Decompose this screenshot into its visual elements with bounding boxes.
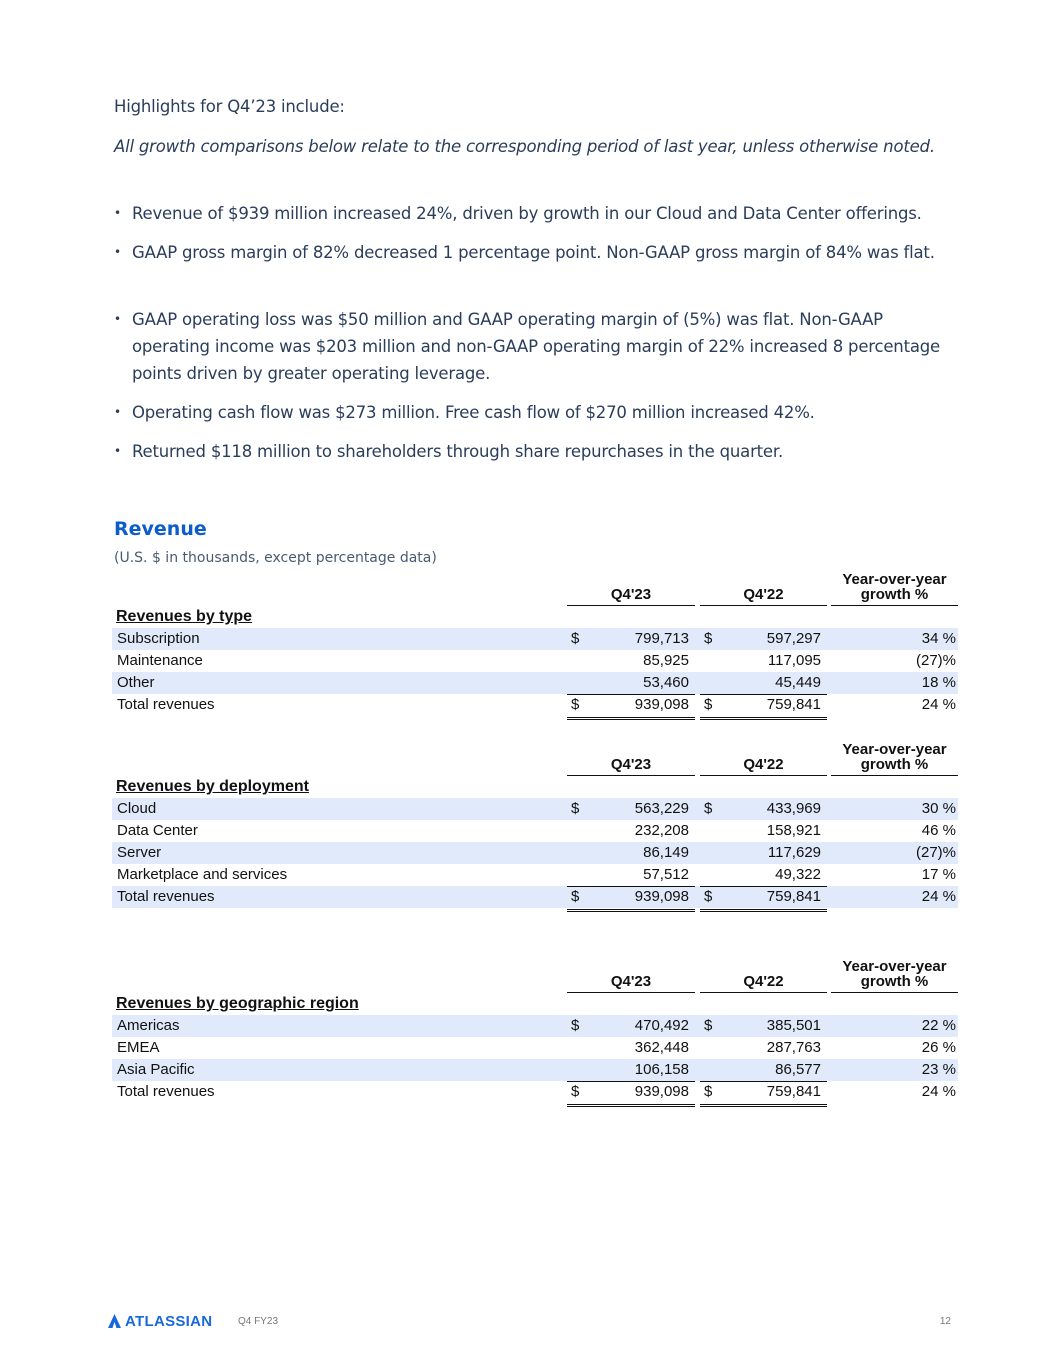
value-q4-23: 57,512 [643, 866, 689, 883]
column-header-yoy-growth: Year-over-year growth % [831, 572, 958, 602]
value-q4-22: 433,969 [766, 800, 821, 817]
row-label: Marketplace and services [117, 866, 288, 883]
table-row [112, 864, 958, 886]
column-header-q4-23: Q4'23 [567, 757, 695, 772]
atlassian-logo [108, 1313, 212, 1330]
row-label: Data Center [117, 822, 198, 839]
value-q4-23: 939,098 [634, 888, 689, 905]
table-row [112, 672, 958, 694]
yoy-growth: 24 % [921, 1083, 956, 1100]
currency-symbol: $ [704, 888, 713, 905]
row-label: EMEA [117, 1039, 160, 1056]
value-q4-22: 287,763 [766, 1039, 821, 1056]
currency-symbol: $ [704, 696, 713, 713]
group-heading: Revenues by type [116, 608, 253, 625]
column-header-yoy-growth: Year-over-year growth % [831, 959, 958, 989]
value-q4-22: 759,841 [766, 1083, 821, 1100]
table-row [112, 820, 958, 842]
row-label: Other [117, 674, 155, 691]
row-label: Americas [117, 1017, 180, 1034]
table-row [112, 798, 958, 820]
value-q4-23: 799,713 [634, 630, 689, 647]
row-label: Total revenues [117, 696, 215, 713]
logo-text: ATLASSIAN [125, 1313, 213, 1330]
row-label: Total revenues [117, 1083, 215, 1100]
column-header-q4-22: Q4'22 [700, 757, 827, 772]
value-q4-23: 362,448 [634, 1039, 689, 1056]
row-label: Cloud [117, 800, 157, 817]
yoy-growth: 34 % [921, 630, 956, 647]
yoy-growth: (27)% [915, 652, 956, 669]
table-row [112, 1037, 958, 1059]
table-row [112, 1059, 958, 1081]
yoy-growth: (27)% [915, 844, 956, 861]
value-q4-23: 106,158 [634, 1061, 689, 1078]
table-row [112, 1081, 958, 1103]
currency-symbol: $ [571, 800, 580, 817]
yoy-growth: 24 % [921, 696, 956, 713]
bullet-item: • Returned $118 million to shareholders through share repurchases in the quarter. [114, 438, 972, 465]
yoy-growth: 24 % [921, 888, 956, 905]
value-q4-23: 939,098 [634, 696, 689, 713]
bullet-item: • Operating cash flow was $273 million. Free cash flow of $270 million increased 42%. [114, 399, 972, 426]
value-q4-22: 49,322 [775, 866, 821, 883]
bullet-item: • GAAP operating loss was $50 million and GAAP operating margin of (5%) was flat. Non-GAAP operating income was $203 million and non-GAAP operating margin of 22% increased 8 percentage points driven by greater operating leverage. [114, 306, 942, 387]
row-label: Server [117, 844, 162, 861]
yoy-growth: 17 % [921, 866, 956, 883]
table-header [112, 566, 958, 606]
value-q4-23: 85,925 [643, 652, 689, 669]
value-q4-23: 86,149 [643, 844, 689, 861]
currency-symbol: $ [571, 1083, 580, 1100]
bullet-item: • GAAP gross margin of 82% decreased 1 percentage point. Non-GAAP gross margin of 84% was flat. [114, 239, 952, 266]
column-header-yoy-growth: Year-over-year growth % [831, 742, 958, 772]
column-header-q4-23: Q4'23 [567, 974, 695, 989]
value-q4-22: 45,449 [775, 674, 821, 691]
yoy-growth: 23 % [921, 1061, 956, 1078]
revenues-by-region-table [112, 945, 958, 1103]
currency-symbol: $ [571, 888, 580, 905]
group-heading: Revenues by deployment [116, 778, 309, 795]
group-heading: Revenues by geographic region [116, 995, 359, 1012]
bullet-item: • Revenue of $939 million increased 24%, driven by growth in our Cloud and Data Center offerings. [114, 200, 972, 227]
currency-symbol: $ [571, 1017, 580, 1034]
currency-symbol: $ [704, 1083, 713, 1100]
table-row [112, 628, 958, 650]
currency-symbol: $ [571, 630, 580, 647]
value-q4-23: 939,098 [634, 1083, 689, 1100]
row-label: Total revenues [117, 888, 215, 905]
footer [108, 1313, 953, 1331]
value-q4-22: 759,841 [766, 888, 821, 905]
value-q4-22: 117,095 [767, 652, 821, 669]
row-label: Maintenance [117, 652, 203, 669]
revenues-by-deployment-table [112, 736, 958, 908]
page-number: 12 [939, 1316, 951, 1327]
yoy-growth: 26 % [921, 1039, 956, 1056]
table-header [112, 945, 958, 993]
value-q4-23: 53,460 [643, 674, 689, 691]
yoy-growth: 30 % [921, 800, 956, 817]
table-row [112, 650, 958, 672]
growth-note: All growth comparisons below relate to the corresponding period of last year, unless otherwise noted. [114, 137, 935, 156]
currency-symbol: $ [571, 696, 580, 713]
row-label: Subscription [117, 630, 200, 647]
section-title: Revenue [114, 518, 207, 540]
highlights-intro: Highlights for Q4’23 include: [114, 97, 345, 116]
table-row [112, 694, 958, 716]
value-q4-22: 385,501 [766, 1017, 821, 1034]
currency-symbol: $ [704, 800, 713, 817]
column-header-q4-22: Q4'22 [700, 974, 827, 989]
value-q4-22: 158,921 [766, 822, 821, 839]
currency-symbol: $ [704, 1017, 713, 1034]
value-q4-22: 117,629 [767, 844, 821, 861]
currency-symbol: $ [704, 630, 713, 647]
yoy-growth: 18 % [921, 674, 956, 691]
table-row [112, 842, 958, 864]
yoy-growth: 22 % [921, 1017, 956, 1034]
value-q4-22: 597,297 [766, 630, 821, 647]
table-row [112, 886, 958, 908]
value-q4-23: 563,229 [634, 800, 689, 817]
column-header-q4-23: Q4'23 [567, 587, 695, 602]
table-header [112, 736, 958, 776]
row-label: Asia Pacific [117, 1061, 195, 1078]
value-q4-23: 470,492 [634, 1017, 689, 1034]
section-subtitle: (U.S. $ in thousands, except percentage data) [114, 550, 437, 566]
value-q4-22: 759,841 [766, 696, 821, 713]
yoy-growth: 46 % [921, 822, 956, 839]
value-q4-23: 232,208 [634, 822, 689, 839]
value-q4-22: 86,577 [775, 1061, 821, 1078]
footer-period: Q4 FY23 [238, 1316, 279, 1327]
atlassian-logo-icon [108, 1314, 121, 1328]
column-header-q4-22: Q4'22 [700, 587, 827, 602]
table-row [112, 1015, 958, 1037]
revenues-by-type-table [112, 566, 958, 716]
